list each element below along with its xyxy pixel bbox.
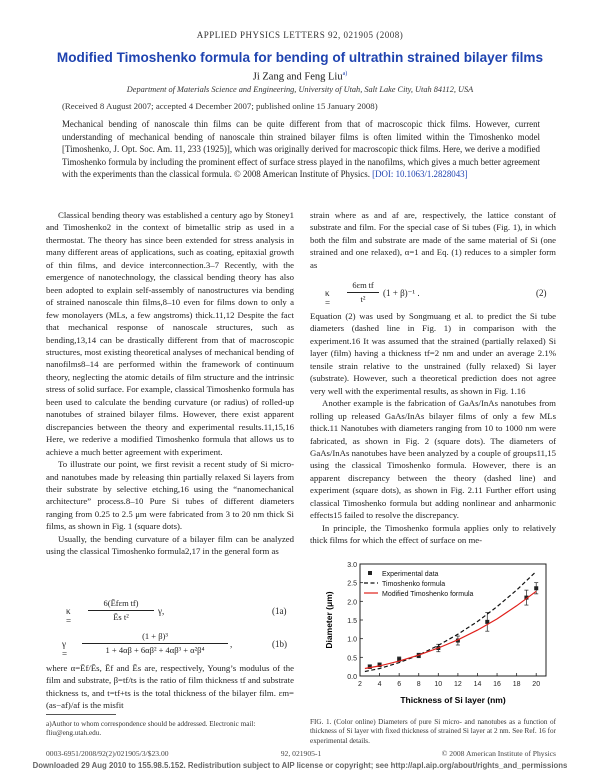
y-tick-label: 2.5 xyxy=(347,580,357,588)
right-paragraph-4: In principle, the Timoshenko formula applies only to relatively thick films for which the effect of surface on me- xyxy=(310,522,556,546)
eq2-numerator: 6εm tf xyxy=(352,280,374,290)
y-tick-label: 1.5 xyxy=(347,618,357,625)
x-tick-label: 2 xyxy=(358,681,362,688)
y-axis-label: Diameter (μm) xyxy=(324,591,334,649)
y-tick-label: 0.5 xyxy=(347,655,357,663)
left-paragraph-4: where α=Ēf/Ēs, Ēf and Ēs are, respectively, Young’s modulus of the film and substrate, β=tf/ts is the ratio of film thickness tf and substrate thickness ts, and t=tf+ts is the total thickness of the bilayer film. εm=(as−af)/af is the misfit xyxy=(46,663,294,711)
footer-copyright: © 2008 American Institute of Physics xyxy=(441,749,556,758)
footer-page: 92, 021905-1 xyxy=(280,749,322,758)
eq1a-denominator: Ēs t² xyxy=(113,612,129,622)
right-column-body xyxy=(310,310,556,547)
x-axis-label: Thickness of Si layer (nm) xyxy=(400,695,506,705)
legend-marker xyxy=(368,571,372,575)
eq1a-numerator: 6(Ēfεm tf) xyxy=(103,598,139,608)
legend-label: Timoshenko formula xyxy=(382,581,446,588)
left-paragraph-2: To illustrate our point, we first revisit a recent study of Si micro- and nanotubes made by releasing thin partially relaxed Si layers from their substrate by selective etching,16 using the “nanomechanical architecture” process.8–10 Pure Si tubes of different diameters ranging from 0.25 to 2.5 μm were fabricated from 3 to 20 nm thick Si films, as shown in Fig. 1 (square dots). xyxy=(46,459,294,532)
y-tick-label: 3.0 xyxy=(347,562,357,569)
left-paragraph-3: Usually, the bending curvature of a bilayer film can be analyzed using the classical Timoshenko formula2,17 in the general form as xyxy=(46,533,294,557)
received-dates: (Received 8 August 2007; accepted 4 December 2007; published online 15 January 2008) xyxy=(62,101,378,111)
x-tick-label: 16 xyxy=(493,681,501,688)
download-notice: Downloaded 29 Aug 2010 to 155.98.5.152. Redistribution subject to AIP license or copyright; see http://apl.aip.org/about/rights_and_permissions xyxy=(32,761,568,770)
y-tick-label: 0.0 xyxy=(347,674,357,681)
x-tick-label: 6 xyxy=(397,681,402,688)
eq1a-lhs: κ = xyxy=(66,606,72,626)
legend-label: Experimental data xyxy=(382,571,439,578)
affiliation: Department of Materials Science and Engineering, University of Utah, Salt Lake City, Utah 84112, USA xyxy=(126,85,474,94)
eq1b-tail: , xyxy=(230,639,233,649)
abstract-doi[interactable]: [DOI: 10.1063/1.2828043] xyxy=(372,169,468,180)
y-tick-label: 1.0 xyxy=(347,636,357,644)
x-tick-label: 8 xyxy=(416,681,421,688)
figure-1-chart xyxy=(322,558,554,708)
abstract xyxy=(62,118,540,181)
right-paragraph-2: Equation (2) was used by Songmuang et al. to predict the Si tube diameters (dashed line in Fig. 1) in comparison with the experiment.16 It was assumed that the strained (partially relaxed) Si layer (film) having a thickness tf=2 nm and under an average 2.1% tensile strain relative to the unstrained (fully relaxed) Si layer (substrate). However, such a theoretical prediction does not agree very well with the experimental results, as shown in Fig. 1.16 xyxy=(310,311,556,396)
eq2-tail: (1 + β)⁻¹ . xyxy=(383,288,420,298)
eq1a-label: (1a) xyxy=(272,606,287,616)
paper-title: Modified Timoshenko formula for bending of ultrathin strained bilayer films xyxy=(56,50,544,65)
footer-code: 0003-6951/2008/92(2)/021905/3/$23.00 xyxy=(46,749,169,758)
footnote-rule xyxy=(46,714,116,715)
abstract-text: Mechanical bending of nanoscale thin films can be quite different from that of macroscopic thick films. However, current understanding of mechanical bending of nanoscale thin strained bilayer films is often limited within the Timoshenko model [Timoshenko, J. Opt. Soc. Am. 11, 233 (1925)], which was originally derived for macroscopic thick films. Here, we derive a modified Timoshenko formula by including the prominent effect of surface stress played in the nanofilms, which gives a much better agreement with the experiments than the classical formula. © 2008 American Institute of Physics. xyxy=(62,119,540,180)
eq1b-lhs: γ = xyxy=(62,639,68,659)
x-tick-label: 18 xyxy=(512,681,521,688)
author-footnote-mark[interactable]: a) xyxy=(342,71,348,77)
eq1b-numerator: (1 + β)³ xyxy=(142,631,168,641)
right-paragraph-3: Another example is the fabrication of GaAs/InAs nanotubes from rolling up released GaAs/InAs bilayer films of only a few MLs thick.11 Nanotubes with diameters ranging from 10 to 1000 nm were fabricated, as shown in Fig. 2 (square dots). The diameters of GaAs/InAs nanotubes have been analyzed by a couple of groups11,15 using the classical Timoshenko formula. However, there is an apparent discrepancy between the theory (dashed line) and experiment (square dots), as shown in Fig. 2.11 Further effort using classical Timoshenko formula but adding nonlinear and anharmonic effects15 failed to resolve the discrepancy. xyxy=(310,398,556,521)
right-paragraph-1: strain where as and af are, respectively, the lattice constant of substrate and film. For the special case of Si tubes (Fig. 1), in which both the film and substrate are made of the same material of Si (one strained and one relaxed), α=1 and Eq. (1) reduces to a simpler form as xyxy=(310,210,556,270)
x-tick-label: 10 xyxy=(434,681,443,688)
y-tick-label: 2.0 xyxy=(347,599,357,607)
data-point xyxy=(534,586,538,590)
figure-caption: FIG. 1. (Color online) Diameters of pure Si micro- and nanotubes as a function of thickness of Si layer with fixed thickness of strained Si layer at 2 nm. See Ref. 16 for experimental details. xyxy=(310,718,556,745)
eq2-label: (2) xyxy=(536,288,547,298)
author-names: Ji Zang and Feng Liu xyxy=(252,71,343,83)
eq2-denominator: t² xyxy=(360,294,366,304)
left-paragraph-4-wrap xyxy=(46,662,294,712)
legend-label: Modified Timoshenko formula xyxy=(382,591,474,598)
x-tick-label: 4 xyxy=(377,681,382,688)
left-column xyxy=(46,209,294,558)
eq2-lhs: κ = xyxy=(325,288,331,308)
x-tick-label: 20 xyxy=(532,681,541,688)
left-paragraph-1: Classical bending theory was established a century ago by Stoney1 and Timoshenko2 in the context of bimetallic strip as used in a thermostat. The theory has since been extended for stress analysis in many different areas of applications, such as coating, epitaxial growth of thin films, and device interconnection.3–7 Recently, with the emergence of nanotechnology, the classical bending theory has also been adopted to explain self-assembly of nanostructures via bending of strained nanoscale thin films,8–10 even for films down to only a few monolayers (MLs, a few angstroms) thick.11,12 Despite the fact that mechanical response of nanoscale structures, such as bending,13,14 can be drastically different from that of macroscopic structures, most existing theoretical analyses of mechanical bending of nanofilms8–14 are performed within the framework of continuum theory, neglecting the atomic details of film structure and the intrinsic stress of solid surface. For example, classical Timoshenko formula has been used to calculate the bending curvature (or radius) of rolled-up nanotubes of strained bilayer films. However, there exist apparent discrepancies between the theory and experimental results.11,15,16 Here, we rederive a modified Timoshenko formula that allows us to achieve a much better agreement with experiment. xyxy=(46,210,294,457)
x-tick-label: 14 xyxy=(473,681,482,688)
eq1b-denominator: 1 + 4αβ + 6αβ² + 4αβ³ + α²β⁴ xyxy=(105,645,205,655)
right-column-top xyxy=(310,209,556,271)
eq1a-tail: γ, xyxy=(158,606,165,616)
journal-header: APPLIED PHYSICS LETTERS 92, 021905 (2008) xyxy=(196,30,404,40)
footnote: a)Author to whom correspondence should be addressed. Electronic mail: fliu@eng.utah.edu. xyxy=(46,720,256,737)
authors xyxy=(0,71,600,83)
x-tick-label: 12 xyxy=(453,681,462,688)
eq1b-label: (1b) xyxy=(272,639,287,649)
